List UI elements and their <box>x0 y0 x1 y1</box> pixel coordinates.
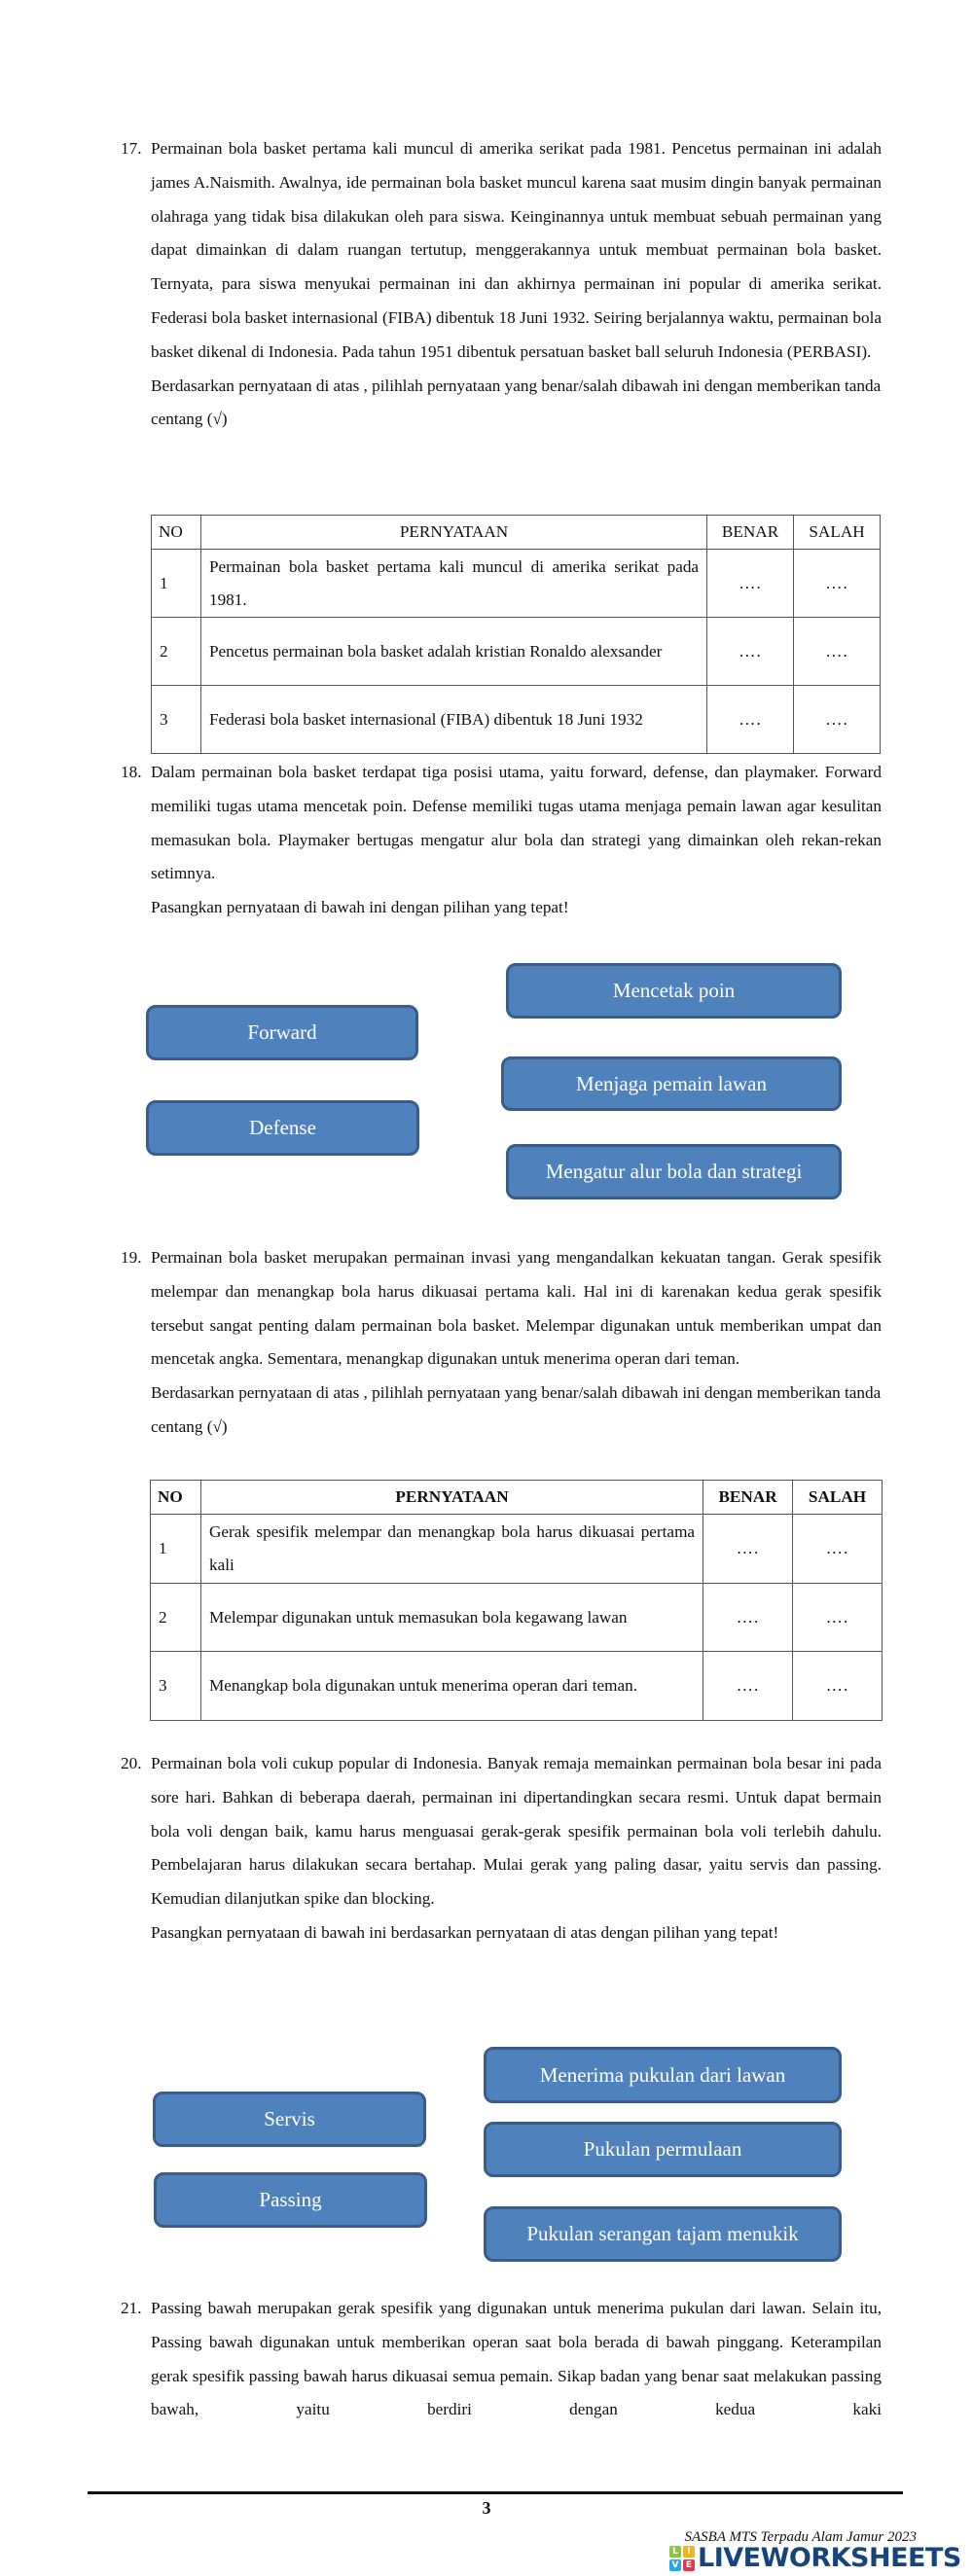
row-statement: Menangkap bola digunakan untuk menerima operan dari teman. <box>200 1652 703 1721</box>
match-right-pukulan-serangan[interactable]: Pukulan serangan tajam menukik <box>484 2206 842 2262</box>
header-salah: SALAH <box>793 1481 883 1515</box>
salah-answer-blank[interactable]: …. <box>794 618 881 686</box>
true-false-table-19 <box>150 1480 883 1721</box>
question-paragraph: Permainan bola basket merupakan permainan invasi yang mengandalkan kekuatan tangan. Gerak spesifik melempar dan menangkap bola harus dikuasai pertama kali. Hal ini di karenakan kedua gerak spesifik tersebut sangat penting dalam permainan bola basket. Melempar digunakan untuk memberikan umpat dan mencetak angka. Sementara, menangkap digunakan untuk menerima operan dari teman. <box>151 1248 882 1369</box>
match-left-defense[interactable]: Defense <box>146 1100 419 1156</box>
question-number: 18. <box>121 763 142 781</box>
benar-answer-blank[interactable]: …. <box>707 686 794 754</box>
question-21 <box>121 2292 882 2427</box>
header-pernyataan: PERNYATAAN <box>200 1481 703 1515</box>
question-instruction: Berdasarkan pernyataan di atas , pilihlah pernyataan yang benar/salah dibawah ini dengan memberikan tanda centang (√) <box>151 1383 882 1436</box>
question-paragraph: Permainan bola voli cukup popular di Indonesia. Banyak remaja memainkan permainan bola besar ini pada sore hari. Bahkan di beberapa daerah, permainan ini dipertandingkan secara resmi. Untuk dapat bermain bola voli dengan baik, kamu harus menguasai gerak-gerak spesifik permainan bola voli terlebih dahulu. Pembelajaran harus dilakukan secara bertahap. Mulai gerak yang paling dasar, yaitu servis dan passing. Kemudian dilanjutkan spike dan blocking. <box>151 1754 882 1909</box>
row-statement: Federasi bola basket internasional (FIBA) dibentuk 18 Juni 1932 <box>200 686 706 754</box>
row-no: 2 <box>152 618 201 686</box>
footer-divider <box>88 2491 903 2494</box>
row-statement: Permainan bola basket pertama kali muncul di amerika serikat pada 1981. <box>200 550 706 618</box>
header-no: NO <box>152 516 201 550</box>
true-false-table-17 <box>151 515 881 754</box>
table-header <box>151 1481 883 1515</box>
page-number: 3 <box>482 2498 491 2518</box>
header-salah: SALAH <box>794 516 881 550</box>
match-right-menerima-pukulan[interactable]: Menerima pukulan dari lawan <box>484 2047 842 2103</box>
match-left-servis[interactable]: Servis <box>153 2092 426 2147</box>
question-20 <box>121 1747 882 1950</box>
question-instruction: Berdasarkan pernyataan di atas , pilihlah pernyataan yang benar/salah dibawah ini dengan memberikan tanda centang (√) <box>151 376 882 429</box>
liveworksheets-logo <box>669 2543 961 2573</box>
benar-answer-blank[interactable]: …. <box>703 1515 793 1584</box>
table-row <box>152 550 881 618</box>
table-row <box>151 1652 883 1721</box>
row-no: 3 <box>151 1652 201 1721</box>
header-no: NO <box>151 1481 201 1515</box>
tile-e: E <box>683 2559 695 2571</box>
salah-answer-blank[interactable]: …. <box>794 550 881 618</box>
salah-answer-blank[interactable]: …. <box>793 1515 883 1584</box>
row-no: 2 <box>151 1584 201 1652</box>
header-benar: BENAR <box>707 516 794 550</box>
row-no: 1 <box>151 1515 201 1584</box>
row-statement: Gerak spesifik melempar dan menangkap bola harus dikuasai pertama kali <box>200 1515 703 1584</box>
question-number: 19. <box>121 1248 142 1267</box>
question-19 <box>121 1241 882 1445</box>
live-tiles-icon <box>669 2546 695 2571</box>
question-instruction: Pasangkan pernyataan di bawah ini dengan pilihan yang tepat! <box>151 898 569 917</box>
question-number: 20. <box>121 1754 142 1772</box>
question-17 <box>121 132 882 437</box>
row-no: 3 <box>152 686 201 754</box>
match-right-mengatur-alur-bola[interactable]: Mengatur alur bola dan strategi <box>506 1144 842 1199</box>
benar-answer-blank[interactable]: …. <box>707 550 794 618</box>
question-paragraph: Passing bawah merupakan gerak spesifik yang digunakan untuk menerima pukulan dari lawan. Selain itu, Passing bawah digunakan untuk memberikan operan saat bola berada di bawah pinggang. Keterampilan gerak spesifik passing bawah harus dikuasai semua pemain. Sikap badan yang benar saat melakukan passing bawah, yaitu berdiri dengan kedua kaki <box>151 2299 882 2419</box>
tile-l: L <box>669 2546 681 2558</box>
match-right-pukulan-permulaan[interactable]: Pukulan permulaan <box>484 2122 842 2177</box>
salah-answer-blank[interactable]: …. <box>793 1584 883 1652</box>
table-header <box>152 516 881 550</box>
salah-answer-blank[interactable]: …. <box>793 1652 883 1721</box>
table-row <box>151 1584 883 1652</box>
question-paragraph: Dalam permainan bola basket terdapat tiga posisi utama, yaitu forward, defense, dan playmaker. Forward memiliki tugas utama mencetak poin. Defense memiliki tugas utama menjaga pemain lawan agar kesulitan memasukan bola. Playmaker bertugas mengatur alur bola dan strategi yang dimainkan oleh rekan-rekan setimnya. <box>151 763 882 883</box>
question-instruction: Pasangkan pernyataan di bawah ini berdasarkan pernyataan di atas dengan pilihan yang tepat! <box>151 1922 779 1942</box>
match-left-forward[interactable]: Forward <box>146 1005 418 1060</box>
tile-i: I <box>683 2546 695 2558</box>
header-benar: BENAR <box>703 1481 793 1515</box>
row-statement: Pencetus permainan bola basket adalah kristian Ronaldo alexsander <box>200 618 706 686</box>
benar-answer-blank[interactable]: …. <box>707 618 794 686</box>
question-number: 21. <box>121 2299 142 2317</box>
match-right-mencetak-poin[interactable]: Mencetak poin <box>506 963 842 1019</box>
brand-wordmark: LIVEWORKSHEETS <box>698 2543 961 2573</box>
row-no: 1 <box>152 550 201 618</box>
header-pernyataan: PERNYATAAN <box>200 516 706 550</box>
school-name: SASBA MTS Terpadu Alam Jamur 2023 <box>684 2529 917 2545</box>
table-row <box>152 618 881 686</box>
question-18 <box>121 756 882 925</box>
match-right-menjaga-pemain-lawan[interactable]: Menjaga pemain lawan <box>501 1056 842 1111</box>
tile-v: V <box>669 2559 681 2571</box>
table-row <box>152 686 881 754</box>
match-left-passing[interactable]: Passing <box>154 2172 427 2228</box>
row-statement: Melempar digunakan untuk memasukan bola kegawang lawan <box>200 1584 703 1652</box>
benar-answer-blank[interactable]: …. <box>703 1584 793 1652</box>
question-paragraph: Permainan bola basket pertama kali muncul di amerika serikat pada 1981. Pencetus permainan ini adalah james A.Naismith. Awalnya, ide permainan bola basket muncul karena saat musim dingin banyak permainan olahraga yang tidak bisa dilakukan oleh para siswa. Keinginannya untuk membuat sebuah permainan yang dapat dimainkan di dalam ruangan tertutup, menggerakannya untuk membuat permainan bola basket. Ternyata, para siswa menyukai permainan ini dan akhirnya permainan ini popular di amerika serikat. Federasi bola basket internasional (FIBA) dibentuk 18 Juni 1932. Seiring berjalannya waktu, permainan bola basket dikenal di Indonesia. Pada tahun 1951 dibentuk persatuan basket ball seluruh Indonesia (PERBASI). <box>151 139 882 361</box>
table-row <box>151 1515 883 1584</box>
salah-answer-blank[interactable]: …. <box>794 686 881 754</box>
question-number: 17. <box>121 139 142 158</box>
benar-answer-blank[interactable]: …. <box>703 1652 793 1721</box>
